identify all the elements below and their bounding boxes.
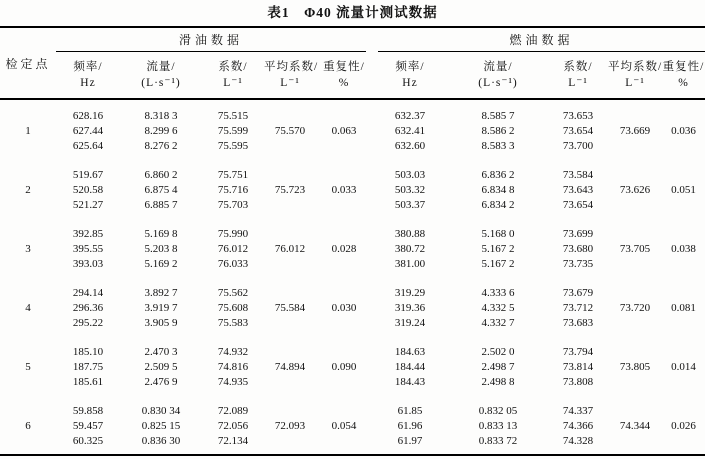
cell-fuel-value: 4.333 6 [481, 287, 515, 299]
cell-fuel-value: 632.37 [394, 110, 426, 122]
table-row [0, 198, 705, 218]
cell-oil-value: 521.27 [72, 199, 104, 211]
cell-oil-value: 75.515 [217, 110, 249, 122]
cell-fuel-value: 4.332 7 [481, 317, 515, 329]
table-row [0, 218, 705, 242]
col-header-label: 流量/ [483, 61, 513, 73]
col-header-unit: L⁻¹ [223, 77, 243, 89]
col-header-fuel-repeatability [662, 52, 705, 99]
cell-oil-value: 8.276 2 [144, 140, 178, 152]
cell-fuel-value: 73.654 [562, 199, 594, 211]
cell-oil-value: 75.703 [217, 199, 249, 211]
col-header-label: 平均系数/ [264, 61, 319, 73]
cell-oil-value: 5.169 8 [144, 228, 178, 240]
cell-oil-value: 295.22 [72, 317, 104, 329]
cell-fuel-value: 319.29 [394, 287, 426, 299]
cell-oil-average [264, 277, 316, 301]
cell-oil-value: 74.816 [217, 361, 249, 373]
cell-fuel-average: 73.705 [619, 243, 651, 255]
group-header-oil [56, 27, 372, 52]
cell-oil-value: 6.875 4 [144, 184, 178, 196]
cell-oil-repeatability: 0.028 [331, 243, 357, 255]
cell-oil-value: 3.905 9 [144, 317, 178, 329]
cell-fuel-value: 5.168 0 [481, 228, 515, 240]
cell-oil-repeatability [316, 395, 372, 419]
col-header-oil-frequency [56, 52, 120, 99]
col-header-oil-repeatability [316, 52, 372, 99]
cell-oil-average [264, 198, 316, 218]
cell-fuel-repeatability [662, 434, 705, 455]
cell-fuel-value: 0.833 72 [478, 435, 518, 447]
table-row [0, 375, 705, 395]
group-header-fuel [372, 27, 705, 52]
col-header-oil-coefficient [202, 52, 264, 99]
col-header-unit: Hz [402, 77, 418, 89]
cell-oil-average [264, 99, 316, 124]
cell-fuel-average [608, 375, 662, 395]
cell-oil-value: 75.716 [217, 184, 249, 196]
cell-oil-average [264, 395, 316, 419]
cell-oil-average [264, 139, 316, 159]
cell-fuel-value: 184.63 [394, 346, 426, 358]
cell-oil-repeatability: 0.063 [331, 125, 357, 137]
cell-oil-repeatability: 0.033 [331, 184, 357, 196]
cell-oil-average [264, 434, 316, 455]
cell-fuel-value: 74.366 [562, 420, 594, 432]
cell-fuel-value: 319.24 [394, 317, 426, 329]
cell-fuel-value: 503.03 [394, 169, 426, 181]
cell-oil-value: 75.562 [217, 287, 249, 299]
cell-point [0, 257, 56, 277]
table-row [0, 301, 705, 316]
cell-fuel-value: 73.712 [562, 302, 594, 314]
cell-fuel-value: 319.36 [394, 302, 426, 314]
row-header-cell: 检定点 [0, 27, 56, 99]
cell-fuel-average [608, 316, 662, 336]
cell-fuel-average: 74.344 [619, 420, 651, 432]
cell-point [0, 198, 56, 218]
cell-oil-value: 519.67 [72, 169, 104, 181]
col-header-unit: % [338, 77, 350, 89]
cell-oil-value: 185.61 [72, 376, 104, 388]
cell-oil-value: 3.892 7 [144, 287, 178, 299]
cell-fuel-average [608, 336, 662, 360]
cell-fuel-repeatability [662, 159, 705, 183]
cell-fuel-value: 73.683 [562, 317, 594, 329]
cell-oil-value: 74.932 [217, 346, 249, 358]
cell-oil-value: 75.751 [217, 169, 249, 181]
cell-oil-repeatability [316, 375, 372, 395]
cell-oil-value: 625.64 [72, 140, 104, 152]
cell-oil-value: 520.58 [72, 184, 104, 196]
col-header-unit: L⁻¹ [625, 77, 645, 89]
cell-fuel-value: 73.735 [562, 258, 594, 270]
column-header-row [0, 52, 705, 99]
cell-fuel-value: 2.498 8 [481, 376, 515, 388]
cell-fuel-value: 5.167 2 [481, 243, 515, 255]
cell-fuel-value: 381.00 [394, 258, 426, 270]
cell-fuel-value: 73.699 [562, 228, 594, 240]
cell-fuel-value: 8.583 3 [481, 140, 515, 152]
table-row [0, 99, 705, 124]
cell-oil-value: 75.608 [217, 302, 249, 314]
cell-fuel-average [608, 257, 662, 277]
cell-fuel-average: 73.720 [619, 302, 651, 314]
cell-fuel-value: 73.680 [562, 243, 594, 255]
cell-fuel-average [608, 218, 662, 242]
cell-oil-value: 187.75 [72, 361, 104, 373]
group-header-fuel-label: 燃油数据 [378, 29, 705, 52]
cell-oil-repeatability [316, 336, 372, 360]
cell-oil-value: 0.836 30 [141, 435, 181, 447]
cell-fuel-repeatability [662, 316, 705, 336]
cell-fuel-repeatability: 0.036 [671, 125, 696, 137]
cell-oil-value: 5.203 8 [144, 243, 178, 255]
cell-point: 6 [25, 420, 31, 432]
cell-fuel-repeatability: 0.026 [671, 420, 696, 432]
col-header-unit: L⁻¹ [280, 77, 300, 89]
cell-fuel-value: 632.60 [394, 140, 426, 152]
table-row [0, 434, 705, 455]
col-header-label: 频率/ [395, 61, 425, 73]
cell-fuel-repeatability [662, 257, 705, 277]
cell-point [0, 434, 56, 455]
cell-fuel-average [608, 198, 662, 218]
flow-meter-test-data-table [0, 26, 705, 456]
cell-point [0, 139, 56, 159]
cell-point [0, 159, 56, 183]
cell-fuel-average [608, 159, 662, 183]
cell-fuel-value: 73.654 [562, 125, 594, 137]
cell-fuel-value: 503.37 [394, 199, 426, 211]
cell-fuel-value: 2.498 7 [481, 361, 515, 373]
cell-fuel-average: 73.805 [619, 361, 651, 373]
cell-fuel-repeatability [662, 99, 705, 124]
cell-oil-average [264, 336, 316, 360]
cell-oil-repeatability [316, 316, 372, 336]
cell-fuel-value: 73.814 [562, 361, 594, 373]
cell-fuel-value: 8.585 7 [481, 110, 515, 122]
cell-oil-value: 75.583 [217, 317, 249, 329]
cell-fuel-repeatability: 0.051 [671, 184, 696, 196]
group-header-row [0, 27, 705, 52]
cell-oil-value: 2.509 5 [144, 361, 178, 373]
cell-oil-repeatability [316, 99, 372, 124]
table-header [0, 27, 705, 99]
cell-oil-value: 8.299 6 [144, 125, 178, 137]
cell-fuel-value: 184.43 [394, 376, 426, 388]
cell-fuel-value: 74.337 [562, 405, 594, 417]
col-header-unit: L⁻¹ [568, 77, 588, 89]
cell-fuel-value: 61.96 [397, 420, 423, 432]
col-header-label: 频率/ [73, 61, 103, 73]
table-row [0, 419, 705, 434]
table-row [0, 124, 705, 139]
col-header-label: 重复性/ [662, 61, 705, 73]
cell-oil-value: 2.470 3 [144, 346, 178, 358]
cell-oil-value: 294.14 [72, 287, 104, 299]
cell-fuel-value: 74.328 [562, 435, 594, 447]
cell-point: 2 [25, 184, 31, 196]
cell-fuel-value: 6.834 8 [481, 184, 515, 196]
cell-fuel-average: 73.626 [619, 184, 651, 196]
cell-fuel-value: 73.584 [562, 169, 594, 181]
col-header-fuel-average-coefficient [608, 52, 662, 99]
cell-fuel-value: 5.167 2 [481, 258, 515, 270]
table-row [0, 395, 705, 419]
cell-fuel-value: 0.832 05 [478, 405, 518, 417]
col-header-label: 平均系数/ [608, 61, 663, 73]
cell-oil-repeatability [316, 159, 372, 183]
cell-point [0, 277, 56, 301]
cell-fuel-value: 73.643 [562, 184, 594, 196]
col-header-label: 流量/ [146, 61, 176, 73]
cell-fuel-average [608, 139, 662, 159]
cell-fuel-repeatability [662, 375, 705, 395]
cell-oil-value: 0.825 15 [141, 420, 181, 432]
cell-fuel-repeatability [662, 218, 705, 242]
cell-oil-value: 627.44 [72, 125, 104, 137]
cell-oil-value: 0.830 34 [141, 405, 181, 417]
cell-fuel-repeatability: 0.038 [671, 243, 696, 255]
cell-fuel-value: 380.72 [394, 243, 426, 255]
cell-oil-value: 75.595 [217, 140, 249, 152]
cell-fuel-value: 6.836 2 [481, 169, 515, 181]
cell-fuel-repeatability [662, 395, 705, 419]
cell-oil-repeatability: 0.030 [331, 302, 357, 314]
col-header-unit: Hz [80, 77, 96, 89]
cell-oil-value: 296.36 [72, 302, 104, 314]
cell-fuel-repeatability: 0.081 [671, 302, 696, 314]
cell-oil-repeatability [316, 277, 372, 301]
cell-oil-value: 8.318 3 [144, 110, 178, 122]
table-row [0, 183, 705, 198]
cell-oil-value: 6.860 2 [144, 169, 178, 181]
cell-oil-average: 72.093 [274, 420, 306, 432]
cell-oil-value: 72.134 [217, 435, 249, 447]
cell-fuel-value: 4.332 5 [481, 302, 515, 314]
cell-oil-value: 76.012 [217, 243, 249, 255]
cell-oil-value: 392.85 [72, 228, 104, 240]
col-header-label: 系数/ [218, 61, 248, 73]
col-header-unit: % [678, 77, 689, 89]
cell-oil-value: 3.919 7 [144, 302, 178, 314]
cell-fuel-value: 61.85 [397, 405, 423, 417]
cell-fuel-value: 73.679 [562, 287, 594, 299]
cell-fuel-value: 2.502 0 [481, 346, 515, 358]
cell-point [0, 218, 56, 242]
cell-fuel-average [608, 434, 662, 455]
cell-oil-average: 74.894 [274, 361, 306, 373]
cell-point [0, 316, 56, 336]
cell-fuel-value: 73.700 [562, 140, 594, 152]
col-header-unit: (L·s⁻¹) [478, 77, 518, 89]
cell-fuel-average [608, 395, 662, 419]
cell-oil-average [264, 159, 316, 183]
table-title: 表1 Φ40 流量计测试数据 [267, 5, 438, 20]
cell-fuel-average: 73.669 [619, 125, 651, 137]
cell-point: 4 [25, 302, 31, 314]
col-header-oil-average-coefficient [264, 52, 319, 99]
cell-fuel-value: 380.88 [394, 228, 426, 240]
cell-oil-value: 395.55 [72, 243, 104, 255]
cell-fuel-value: 73.794 [562, 346, 594, 358]
cell-oil-value: 60.325 [72, 435, 104, 447]
cell-point: 5 [25, 361, 31, 373]
table-row [0, 139, 705, 159]
col-header-fuel-coefficient [548, 52, 608, 99]
cell-fuel-value: 184.44 [394, 361, 426, 373]
cell-oil-value: 75.990 [217, 228, 249, 240]
cell-fuel-value: 73.808 [562, 376, 594, 388]
cell-oil-value: 74.935 [217, 376, 249, 388]
table-row [0, 159, 705, 183]
cell-oil-repeatability: 0.090 [331, 361, 357, 373]
table-row [0, 242, 705, 257]
cell-oil-value: 628.16 [72, 110, 104, 122]
cell-fuel-repeatability [662, 139, 705, 159]
table-row [0, 336, 705, 360]
cell-oil-average [264, 316, 316, 336]
cell-oil-value: 185.10 [72, 346, 104, 358]
cell-oil-value: 393.03 [72, 258, 104, 270]
cell-oil-repeatability [316, 434, 372, 455]
cell-oil-average [264, 218, 316, 242]
col-header-unit: (L·s⁻¹) [141, 77, 181, 89]
cell-fuel-repeatability [662, 336, 705, 360]
cell-oil-value: 2.476 9 [144, 376, 178, 388]
cell-fuel-value: 632.41 [394, 125, 426, 137]
cell-oil-repeatability [316, 257, 372, 277]
cell-fuel-value: 503.32 [394, 184, 426, 196]
cell-fuel-value: 8.586 2 [481, 125, 515, 137]
cell-oil-value: 72.056 [217, 420, 249, 432]
col-header-fuel-frequency [372, 52, 448, 99]
cell-oil-repeatability [316, 218, 372, 242]
cell-oil-repeatability: 0.054 [331, 420, 357, 432]
col-header-label: 系数/ [563, 61, 593, 73]
table-body [0, 99, 705, 455]
table-row [0, 360, 705, 375]
cell-oil-repeatability [316, 139, 372, 159]
cell-oil-value: 59.457 [72, 420, 104, 432]
table-row [0, 257, 705, 277]
cell-point [0, 375, 56, 395]
col-header-fuel-flow [448, 52, 548, 99]
cell-fuel-repeatability [662, 198, 705, 218]
cell-point: 1 [25, 125, 31, 137]
cell-oil-average [264, 257, 316, 277]
cell-oil-value: 6.885 7 [144, 199, 178, 211]
cell-oil-average: 76.012 [274, 243, 306, 255]
col-header-label: 重复性/ [323, 61, 365, 73]
cell-oil-value: 72.089 [217, 405, 249, 417]
cell-oil-value: 76.033 [217, 258, 249, 270]
cell-oil-value: 59.858 [72, 405, 104, 417]
cell-fuel-repeatability: 0.014 [671, 361, 696, 373]
cell-point [0, 336, 56, 360]
cell-oil-average: 75.570 [274, 125, 306, 137]
cell-fuel-value: 0.833 13 [478, 420, 518, 432]
cell-oil-average [264, 375, 316, 395]
cell-oil-repeatability [316, 198, 372, 218]
cell-oil-average: 75.723 [274, 184, 306, 196]
group-header-oil-label: 滑油数据 [56, 29, 366, 52]
cell-oil-average: 75.584 [274, 302, 306, 314]
cell-fuel-value: 61.97 [397, 435, 423, 447]
cell-point [0, 99, 56, 124]
table-row [0, 316, 705, 336]
cell-fuel-average [608, 99, 662, 124]
cell-fuel-average [608, 277, 662, 301]
cell-point [0, 395, 56, 419]
cell-fuel-repeatability [662, 277, 705, 301]
cell-oil-value: 5.169 2 [144, 258, 178, 270]
table-row [0, 277, 705, 301]
cell-fuel-value: 73.653 [562, 110, 594, 122]
col-header-oil-flow [120, 52, 202, 99]
cell-point: 3 [25, 243, 31, 255]
cell-oil-value: 75.599 [217, 125, 249, 137]
cell-fuel-value: 6.834 2 [481, 199, 515, 211]
